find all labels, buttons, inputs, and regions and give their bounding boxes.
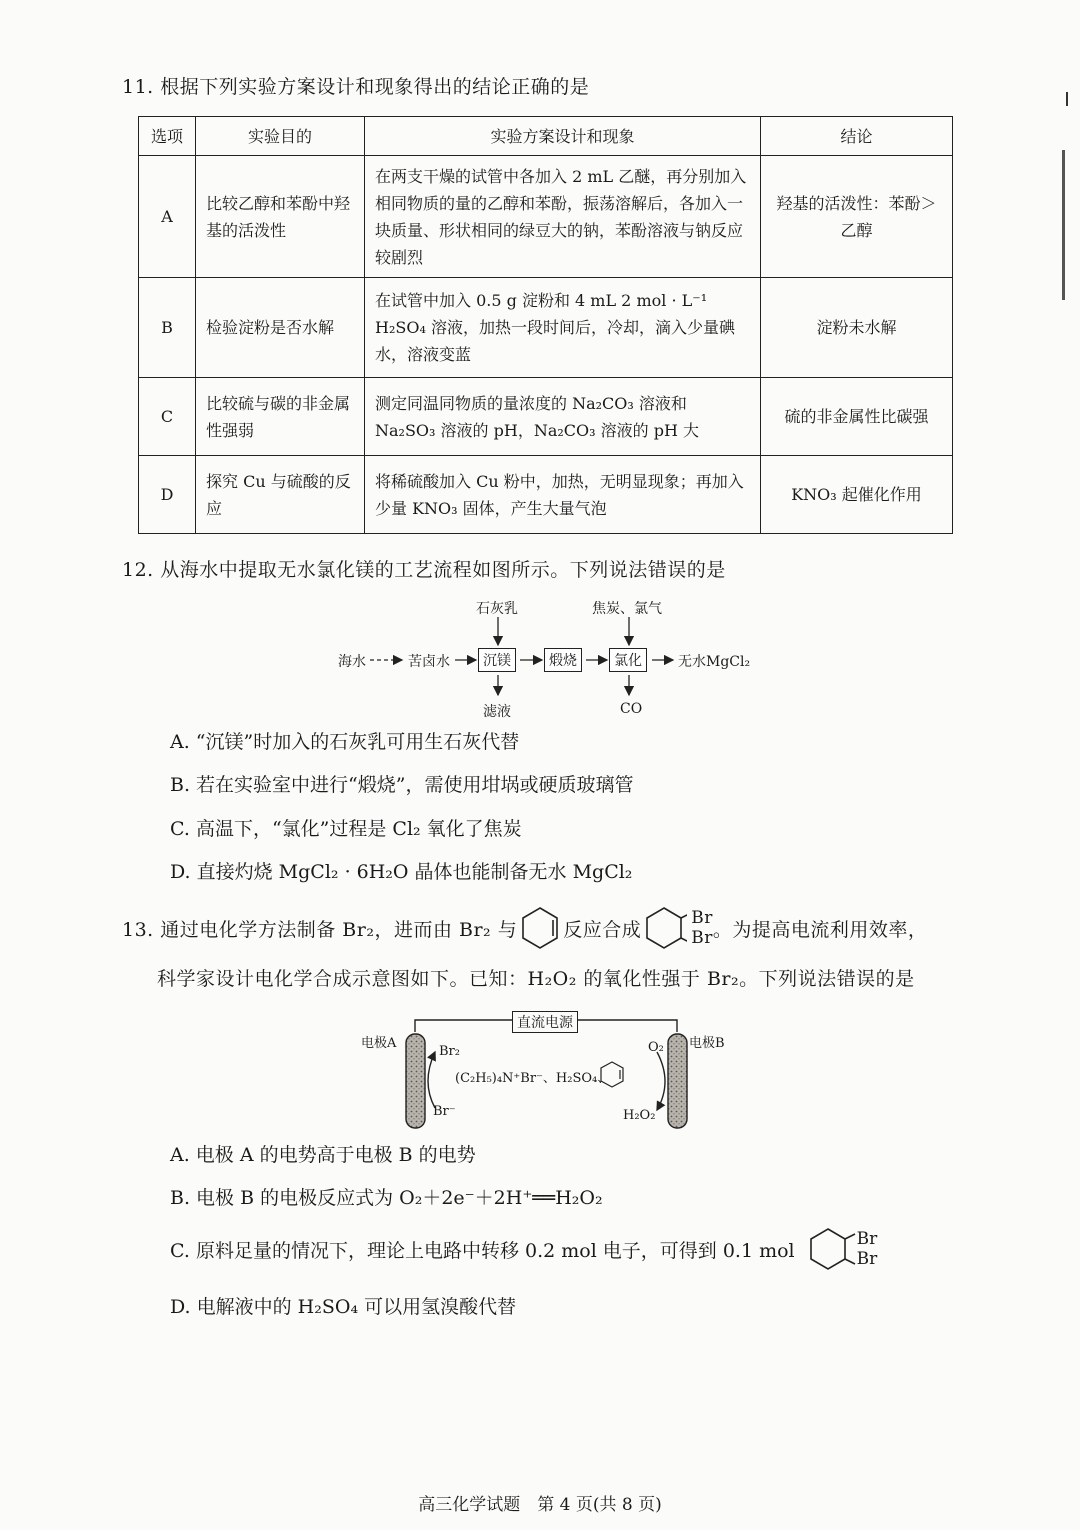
flow-brine: 苦卤水 bbox=[408, 654, 450, 670]
q13-title-line2: 科学家设计电化学合成示意图如下。已知：H₂O₂ 的氧化性强于 Br₂。下列说法错误的是 bbox=[157, 968, 915, 990]
table-row bbox=[139, 156, 953, 278]
row-plan: 在试管中加入 0.5 g 淀粉和 4 mL 2 mol · L⁻¹ H₂SO₄ 溶液，加热一段时间后，冷却，滴入少量碘水，溶液变蓝 bbox=[365, 278, 761, 378]
q13-title-part-a: 13. 通过电化学方法制备 Br₂，进而由 Br₂ 与 bbox=[122, 918, 518, 941]
row-goal: 比较乙醇和苯酚中羟基的活泼性 bbox=[196, 156, 365, 278]
page-footer: 高三化学试题 第 4 页(共 8 页) bbox=[418, 1495, 662, 1515]
flow-output-co: CO bbox=[620, 701, 643, 717]
q13-option-c-line bbox=[170, 1226, 877, 1272]
header-option: 选项 bbox=[139, 117, 196, 156]
row-option: D bbox=[139, 456, 196, 534]
option-c-dibromo-labels bbox=[857, 1229, 878, 1269]
dibromo-labels bbox=[691, 908, 713, 948]
electrode-a-label: 电极A bbox=[361, 1036, 397, 1051]
electrode-b-label: 电极B bbox=[689, 1036, 725, 1051]
row-plan: 将稀硫酸加入 Cu 粉中，加热，无明显现象；再加入少量 KNO₃ 固体，产生大量气泡 bbox=[365, 456, 761, 534]
bromo-label-top: Br bbox=[691, 908, 713, 928]
q13-option-c: C. 原料足量的情况下，理论上电路中转移 0.2 mol 电子，可得到 0.1 mol bbox=[170, 1239, 795, 1262]
option-c-bromo-bottom: Br bbox=[856, 1249, 878, 1269]
table-row bbox=[139, 278, 953, 378]
q13-title-line1 bbox=[122, 905, 927, 951]
row-option: C bbox=[139, 378, 196, 456]
row-goal: 比较硫与碳的非金属性强弱 bbox=[196, 378, 365, 456]
table-header-row bbox=[139, 117, 953, 156]
option-c-bromo-top: Br bbox=[856, 1229, 878, 1249]
header-conclusion: 结论 bbox=[761, 117, 953, 156]
scan-edge-mark bbox=[1062, 150, 1065, 300]
q13-option-a: A. 电极 A 的电势高于电极 B 的电势 bbox=[170, 1144, 476, 1166]
row-option: A bbox=[139, 156, 196, 278]
q12-option-c: C. 高温下，“氯化”过程是 Cl₂ 氧化了焦炭 bbox=[170, 818, 522, 840]
q12-option-d: D. 直接灼烧 MgCl₂ · 6H₂O 晶体也能制备无水 MgCl₂ bbox=[170, 861, 633, 883]
row-plan: 在两支干燥的试管中各加入 2 mL 乙醚，再分别加入相同物质的量的乙醇和苯酚，振荡溶解后，各加入一块质量、形状相同的绿豆大的钠，苯酚溶液与钠反应较剧烈 bbox=[365, 156, 761, 278]
bromo-label-bottom: Br bbox=[691, 928, 713, 948]
q11-title: 11. 根据下列实验方案设计和现象得出的结论正确的是 bbox=[122, 76, 590, 98]
dc-power-source: 直流电源 bbox=[512, 1011, 578, 1033]
flow-input-coke-chlorine: 焦炭、氯气 bbox=[592, 601, 662, 617]
flow-product: 无水MgCl₂ bbox=[678, 654, 751, 670]
electrochemical-cell-diagram bbox=[355, 1010, 745, 1135]
label-br-minus: Br⁻ bbox=[433, 1104, 456, 1119]
label-o2: O₂ bbox=[648, 1040, 664, 1055]
row-goal: 探究 Cu 与硫酸的反应 bbox=[196, 456, 365, 534]
row-goal: 检验淀粉是否水解 bbox=[196, 278, 365, 378]
label-br2: Br₂ bbox=[439, 1044, 460, 1059]
q13-option-b: B. 电极 B 的电极反应式为 O₂＋2e⁻＋2H⁺══H₂O₂ bbox=[170, 1187, 603, 1209]
header-plan: 实验方案设计和现象 bbox=[365, 117, 761, 156]
q12-option-b: B. 若在实验室中进行“煅烧”，需使用坩埚或硬质玻璃管 bbox=[170, 774, 634, 796]
flow-input-lime: 石灰乳 bbox=[476, 601, 518, 617]
row-plan: 测定同温同物质的量浓度的 Na₂CO₃ 溶液和 Na₂SO₃ 溶液的 pH，Na₂CO₃ 溶液的 pH 大 bbox=[365, 378, 761, 456]
flow-step-chlorinate: 氯化 bbox=[609, 648, 647, 672]
flow-output-filtrate: 滤液 bbox=[483, 704, 511, 720]
row-conclusion: 羟基的活泼性：苯酚＞乙醇 bbox=[761, 156, 953, 278]
dibromocyclohexane-icon bbox=[641, 905, 687, 951]
table-row bbox=[139, 378, 953, 456]
table-row bbox=[139, 456, 953, 534]
row-conclusion: 硫的非金属性比碳强 bbox=[761, 378, 953, 456]
row-option: B bbox=[139, 278, 196, 378]
option-c-dibromocyclohexane-icon bbox=[805, 1226, 857, 1272]
row-conclusion: 淀粉未水解 bbox=[761, 278, 953, 378]
flow-step-precipitate: 沉镁 bbox=[478, 648, 516, 672]
scan-edge-mark bbox=[1066, 92, 1068, 106]
label-h2o2: H₂O₂ bbox=[623, 1108, 656, 1123]
q13-title-part-c: 。为提高电流利用效率， bbox=[712, 918, 928, 941]
q12-title: 12. 从海水中提取无水氯化镁的工艺流程如图所示。下列说法错误的是 bbox=[122, 559, 726, 581]
q11-table bbox=[138, 116, 953, 534]
flow-seawater: 海水 bbox=[338, 654, 366, 670]
flow-step-calcine: 煅烧 bbox=[544, 648, 582, 672]
header-goal: 实验目的 bbox=[196, 117, 365, 156]
electrolyte-label: (C₂H₅)₄N⁺Br⁻、H₂SO₄、 bbox=[455, 1071, 611, 1086]
process-flow-diagram bbox=[330, 595, 770, 725]
cyclohexene-icon bbox=[517, 905, 563, 951]
q13-option-d: D. 电解液中的 H₂SO₄ 可以用氢溴酸代替 bbox=[170, 1296, 517, 1318]
q12-option-a: A. “沉镁”时加入的石灰乳可用生石灰代替 bbox=[170, 731, 520, 753]
row-conclusion: KNO₃ 起催化作用 bbox=[761, 456, 953, 534]
q13-title-part-b: 反应合成 bbox=[563, 918, 642, 941]
